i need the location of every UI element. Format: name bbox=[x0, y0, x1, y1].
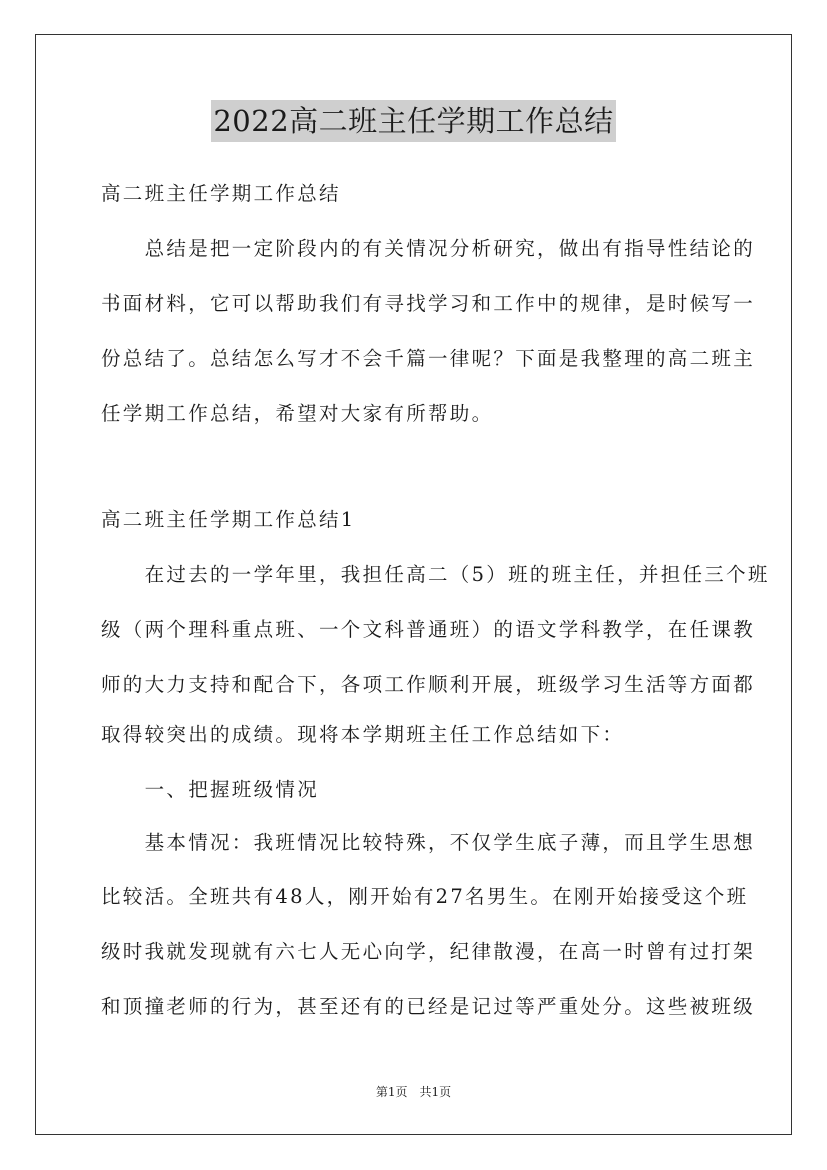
paragraph-line: 基本情况：我班情况比较特殊，不仅学生底子薄，而且学生思想 bbox=[101, 831, 756, 854]
paragraph-line: 在过去的一学年里，我担任高二（5）班的班主任，并担任三个班 bbox=[101, 563, 770, 586]
paragraph-line: 比较活。全班共有48人，刚开始有27名男生。在刚开始接受这个班 bbox=[101, 885, 749, 908]
page-footer: 第1页 共1页 bbox=[375, 1085, 452, 1099]
paragraph-line: 师的大力支持和配合下，各项工作顺利开展，班级学习生活等方面都 bbox=[101, 673, 756, 696]
paragraph-line: 书面材料，它可以帮助我们有寻找学习和工作中的规律，是时候写一 bbox=[101, 292, 756, 315]
document-title: 2022高二班主任学期工作总结 bbox=[211, 100, 615, 142]
section-heading: 高二班主任学期工作总结1 bbox=[101, 508, 356, 531]
subtitle-heading: 高二班主任学期工作总结 bbox=[101, 182, 341, 205]
paragraph-line: 取得较突出的成绩。现将本学期班主任工作总结如下： bbox=[101, 723, 625, 746]
paragraph-line: 份总结了。总结怎么写才不会千篇一律呢？下面是我整理的高二班主 bbox=[101, 347, 756, 370]
paragraph-line: 任学期工作总结，希望对大家有所帮助。 bbox=[101, 402, 494, 425]
title-container bbox=[0, 100, 827, 142]
subsection-heading: 一、把握班级情况 bbox=[101, 778, 320, 801]
paragraph-line: 总结是把一定阶段内的有关情况分析研究，做出有指导性结论的 bbox=[101, 237, 756, 260]
paragraph-line: 级（两个理科重点班、一个文科普通班）的语文学科教学，在任课教 bbox=[101, 618, 756, 641]
paragraph-line: 级时我就发现就有六七人无心向学，纪律散漫，在高一时曾有过打架 bbox=[101, 940, 756, 963]
paragraph-line: 和顶撞老师的行为，甚至还有的已经是记过等严重处分。这些被班级 bbox=[101, 995, 756, 1018]
